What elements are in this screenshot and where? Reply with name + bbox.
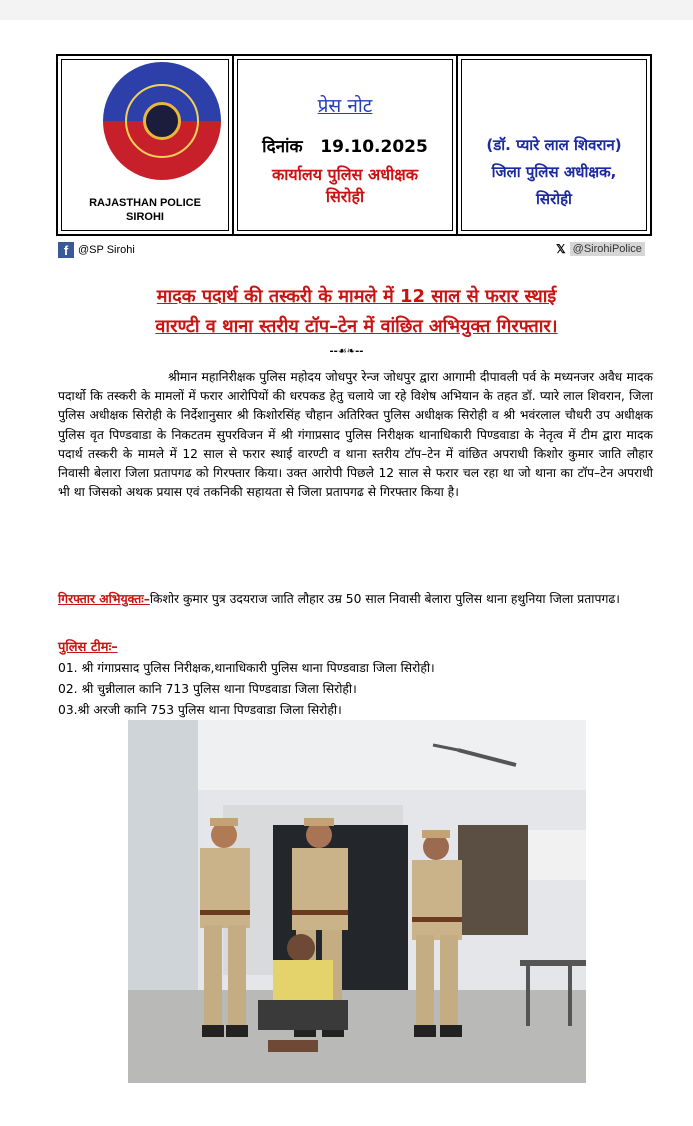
team-member: 01. श्री गंगाप्रसाद पुलिस निरीक्षक,थानाधिकारी पुलिस थाना पिण्डवाडा जिला सिरोही। [58,661,435,675]
office-name: कार्यालय पुलिस अधीक्षक सिरोही [272,165,418,206]
facebook-icon: f [58,242,74,258]
arrest-photo [128,720,586,1083]
officer-cell [458,56,650,234]
ornament-divider: --☙❧-- [329,346,364,357]
team-title: पुलिस टीमः– [58,640,118,655]
accused-section [58,590,653,609]
officer-details: (डॉ. प्यारे लाल शिवरान) जिला पुलिस अधीक्षक, सिरोही [486,136,622,208]
body-paragraph: श्रीमान महानिरीक्षक पुलिस महोदय जोधपुर रेन्ज जोधपुर द्वारा आगामी दीपावली पर्व के मध्यनजर अवैध मादक पदार्थो कि तस्करी के मामलों में फरार आरोपियों की धरपकड हेतु चलाये जा रहे विशेष अभियान के तहत डॉ. प्यारे लाल शिवरान, जिला पुलिस अधीक्षक सिरोही के निर्देशानुसार श्री किशोरसिंह चौहान अतिरिक्त पुलिस अधीक्षक सिरोही व श्री भवंरलाल चौधरी उप अधीक्षक पुलिस वृत पिण्डवाडा के निकटतम सुपरविजन में श्री गंगाप्रसाद पुलिस निरीक्षक थानाधिकारी पिण्डवाडा के नेतृत्व में टीम द्वारा मादक पदार्थ तस्करी के मामले में 12 साल से फरार स्थाई वारण्टी व थाना स्तरीय टॉप–टेन में वांछित अपराधी किशोर कुमार जाति लौहार निवासी बेलारा जिला प्रतापगढ को गिरफ्तार किया। उक्त आरोपी पिछले 12 साल से फरार चल रहा था जो थाना का टॉप–टेन अपराधी भी था जिसको अथक प्रयास एवं तकनिकी सहायता से जिला प्रतापगढ से गिरफ्तार किया है। [58,370,653,500]
accused-details: किशोर कुमार पुत्र उदयराज जाति लौहार उम्र 50 साल निवासी बेलारा पुलिस थाना हथुनिया जिला प्रतापगढ। [149,592,620,606]
press-note-cell [234,56,458,234]
facebook-link[interactable]: f @SP Sirohi [58,242,135,258]
logo-cell [58,56,234,234]
press-note-page [0,20,693,1126]
arrest-photo-illustration [128,720,586,1083]
accused-label: गिरफ्तार अभियुक्तः– [58,592,150,606]
rajasthan-police-logo [103,62,221,180]
team-list [58,658,653,721]
x-link[interactable]: 𝕏 @SirohiPolice [556,242,645,256]
press-note-date: दिनांक 19.10.2025 [262,137,428,157]
team-member: 03.श्री अरजी कानि 753 पुलिस थाना पिण्डवाडा जिला सिरोही। [58,703,342,717]
org-name: RAJASTHAN POLICE SIROHI [89,197,201,223]
header-table [56,54,652,236]
press-note-title: प्रेस नोट [317,95,373,117]
headline: मादक पदार्थ की तस्करी के मामले में 12 साल से फरार स्थाई वारण्टी व थाना स्तरीय टॉप–टेन में वांछित अभियुक्त गिरफ्तार। [155,286,558,337]
team-member: 02. श्री चुन्नीलाल कानि 713 पुलिस थाना पिण्डवाडा जिला सिरोही। [58,682,357,696]
x-icon: 𝕏 [556,242,566,256]
